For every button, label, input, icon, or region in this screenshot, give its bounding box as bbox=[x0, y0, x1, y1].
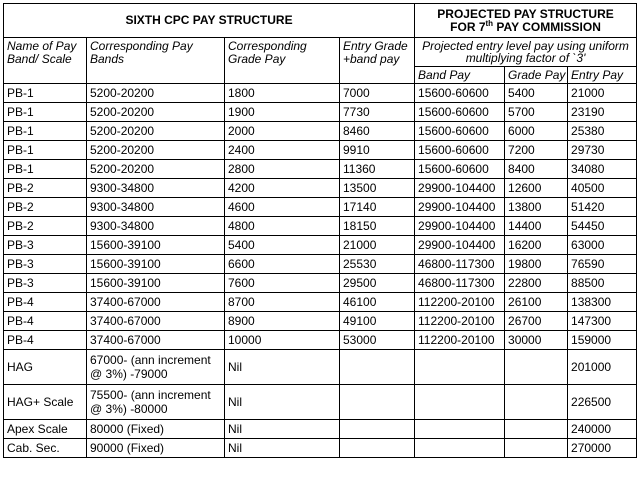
cell-name: PB-2 bbox=[4, 198, 87, 217]
cell-name: PB-2 bbox=[4, 217, 87, 236]
cell-name: Cab. Sec. bbox=[4, 439, 87, 458]
cell-entry-pay: 54450 bbox=[568, 217, 637, 236]
cell-band-pay: 15600-60600 bbox=[415, 103, 505, 122]
cell-name: PB-3 bbox=[4, 255, 87, 274]
cell-grade-pay: 6600 bbox=[225, 255, 340, 274]
cell-grade-pay-7: 26100 bbox=[505, 293, 568, 312]
table-row bbox=[4, 103, 637, 122]
cell-grade-pay: Nil bbox=[225, 420, 340, 439]
cell-entry-pay: 29730 bbox=[568, 141, 637, 160]
cell-band-pay: 15600-60600 bbox=[415, 122, 505, 141]
cell-grade-pay-7: 5700 bbox=[505, 103, 568, 122]
cell-bands: 80000 (Fixed) bbox=[87, 420, 225, 439]
cell-entry-pay: 51420 bbox=[568, 198, 637, 217]
cell-band-pay: 112200-20100 bbox=[415, 331, 505, 350]
cell-grade-pay: 8700 bbox=[225, 293, 340, 312]
cell-band-pay bbox=[415, 350, 505, 385]
cell-bands: 9300-34800 bbox=[87, 179, 225, 198]
cell-entry: 7730 bbox=[340, 103, 415, 122]
cell-entry: 46100 bbox=[340, 293, 415, 312]
cell-entry: 29500 bbox=[340, 274, 415, 293]
cell-entry: 17140 bbox=[340, 198, 415, 217]
cell-entry bbox=[340, 350, 415, 385]
cell-grade-pay-7: 22800 bbox=[505, 274, 568, 293]
cell-band-pay bbox=[415, 439, 505, 458]
table-row bbox=[4, 179, 637, 198]
cell-entry-pay: 76590 bbox=[568, 255, 637, 274]
cell-name: PB-1 bbox=[4, 103, 87, 122]
col-bands-header: Corresponding Pay Bands bbox=[87, 38, 225, 84]
cell-band-pay: 15600-60600 bbox=[415, 84, 505, 103]
cell-bands: 15600-39100 bbox=[87, 255, 225, 274]
cell-bands: 5200-20200 bbox=[87, 141, 225, 160]
cell-entry-pay: 88500 bbox=[568, 274, 637, 293]
cell-grade-pay-7: 6000 bbox=[505, 122, 568, 141]
cell-entry-pay: 63000 bbox=[568, 236, 637, 255]
cell-band-pay: 15600-60600 bbox=[415, 160, 505, 179]
cell-band-pay: 29900-104400 bbox=[415, 198, 505, 217]
cell-bands: 37400-67000 bbox=[87, 312, 225, 331]
table-row bbox=[4, 293, 637, 312]
cell-entry: 9910 bbox=[340, 141, 415, 160]
cell-grade-pay: 1900 bbox=[225, 103, 340, 122]
cell-band-pay bbox=[415, 385, 505, 420]
cell-bands: 90000 (Fixed) bbox=[87, 439, 225, 458]
cell-grade-pay-7: 8400 bbox=[505, 160, 568, 179]
cell-bands: 37400-67000 bbox=[87, 293, 225, 312]
cell-grade-pay: Nil bbox=[225, 439, 340, 458]
cell-entry-pay: 34080 bbox=[568, 160, 637, 179]
table-row bbox=[4, 236, 637, 255]
cell-bands: 15600-39100 bbox=[87, 236, 225, 255]
cell-bands: 9300-34800 bbox=[87, 198, 225, 217]
cell-grade-pay-7: 19800 bbox=[505, 255, 568, 274]
cell-name: PB-1 bbox=[4, 122, 87, 141]
cell-bands: 37400-67000 bbox=[87, 331, 225, 350]
projection-note: Projected entry level pay using uniform multiplying factor of `3' bbox=[415, 38, 637, 67]
cell-grade-pay-7 bbox=[505, 420, 568, 439]
cell-entry bbox=[340, 420, 415, 439]
col-grade-pay-7-header: Grade Pay bbox=[505, 67, 568, 84]
seventh-header-line2-pre: FOR 7 bbox=[450, 19, 486, 34]
cell-band-pay: 15600-60600 bbox=[415, 141, 505, 160]
cell-bands: 67000- (ann increment @ 3%) -79000 bbox=[87, 350, 225, 385]
table-row bbox=[4, 274, 637, 293]
cell-entry-pay: 21000 bbox=[568, 84, 637, 103]
cell-grade-pay: Nil bbox=[225, 350, 340, 385]
col-entry-pay-header: Entry Pay bbox=[568, 67, 637, 84]
seventh-header-line2-post: PAY COMMISSION bbox=[493, 19, 601, 34]
table-row bbox=[4, 160, 637, 179]
table-row bbox=[4, 420, 637, 439]
table-row bbox=[4, 198, 637, 217]
cell-name: PB-1 bbox=[4, 141, 87, 160]
cell-entry: 21000 bbox=[340, 236, 415, 255]
cell-band-pay: 29900-104400 bbox=[415, 236, 505, 255]
cell-entry-pay: 240000 bbox=[568, 420, 637, 439]
cell-entry-pay: 25380 bbox=[568, 122, 637, 141]
cell-grade-pay: 2800 bbox=[225, 160, 340, 179]
cell-grade-pay: 4600 bbox=[225, 198, 340, 217]
cell-name: PB-4 bbox=[4, 312, 87, 331]
cell-entry: 7000 bbox=[340, 84, 415, 103]
cell-grade-pay-7 bbox=[505, 385, 568, 420]
cell-band-pay: 46800-117300 bbox=[415, 274, 505, 293]
cell-entry bbox=[340, 439, 415, 458]
cell-grade-pay-7: 16200 bbox=[505, 236, 568, 255]
cell-band-pay: 112200-20100 bbox=[415, 312, 505, 331]
cell-entry-pay: 226500 bbox=[568, 385, 637, 420]
cell-entry-pay: 40500 bbox=[568, 179, 637, 198]
cell-entry-pay: 23190 bbox=[568, 103, 637, 122]
cell-name: PB-1 bbox=[4, 160, 87, 179]
cell-entry-pay: 138300 bbox=[568, 293, 637, 312]
cell-grade-pay-7: 26700 bbox=[505, 312, 568, 331]
cell-grade-pay: 4200 bbox=[225, 179, 340, 198]
cell-grade-pay: 10000 bbox=[225, 331, 340, 350]
cell-entry: 8460 bbox=[340, 122, 415, 141]
cell-grade-pay: 8900 bbox=[225, 312, 340, 331]
col-entry-grade-header: Entry Grade +band pay bbox=[340, 38, 415, 84]
table-row bbox=[4, 84, 637, 103]
cell-entry-pay: 201000 bbox=[568, 350, 637, 385]
cell-band-pay: 46800-117300 bbox=[415, 255, 505, 274]
cell-name: PB-1 bbox=[4, 84, 87, 103]
cell-grade-pay: 2000 bbox=[225, 122, 340, 141]
table-row bbox=[4, 122, 637, 141]
pay-structure-table bbox=[3, 3, 637, 458]
cell-grade-pay: 5400 bbox=[225, 236, 340, 255]
col-name-header: Name of Pay Band/ Scale bbox=[4, 38, 87, 84]
cell-band-pay: 112200-20100 bbox=[415, 293, 505, 312]
cell-name: PB-3 bbox=[4, 274, 87, 293]
cell-bands: 5200-20200 bbox=[87, 103, 225, 122]
cell-grade-pay: 7600 bbox=[225, 274, 340, 293]
cell-entry bbox=[340, 385, 415, 420]
cell-name: PB-3 bbox=[4, 236, 87, 255]
cell-grade-pay-7: 7200 bbox=[505, 141, 568, 160]
cell-grade-pay-7: 5400 bbox=[505, 84, 568, 103]
cell-grade-pay: 4800 bbox=[225, 217, 340, 236]
cell-name: HAG bbox=[4, 350, 87, 385]
table-row bbox=[4, 217, 637, 236]
cell-bands: 15600-39100 bbox=[87, 274, 225, 293]
table-row bbox=[4, 385, 637, 420]
seventh-header-line1: PROJECTED PAY STRUCTURE bbox=[437, 6, 614, 21]
cell-entry: 11360 bbox=[340, 160, 415, 179]
cell-band-pay: 29900-104400 bbox=[415, 179, 505, 198]
table-row bbox=[4, 312, 637, 331]
cell-grade-pay-7: 13800 bbox=[505, 198, 568, 217]
cell-grade-pay-7: 14400 bbox=[505, 217, 568, 236]
seventh-header-superscript: th bbox=[485, 18, 494, 28]
cell-entry: 18150 bbox=[340, 217, 415, 236]
table-row bbox=[4, 350, 637, 385]
cell-name: PB-2 bbox=[4, 179, 87, 198]
cell-entry-pay: 159000 bbox=[568, 331, 637, 350]
cell-name: Apex Scale bbox=[4, 420, 87, 439]
cell-band-pay bbox=[415, 420, 505, 439]
cell-grade-pay-7 bbox=[505, 350, 568, 385]
cell-grade-pay-7 bbox=[505, 439, 568, 458]
table-row bbox=[4, 331, 637, 350]
cell-bands: 5200-20200 bbox=[87, 160, 225, 179]
cell-grade-pay: Nil bbox=[225, 385, 340, 420]
seventh-cpc-header bbox=[415, 4, 637, 38]
cell-bands: 75500- (ann increment @ 3%) -80000 bbox=[87, 385, 225, 420]
cell-bands: 5200-20200 bbox=[87, 84, 225, 103]
cell-name: HAG+ Scale bbox=[4, 385, 87, 420]
cell-entry: 13500 bbox=[340, 179, 415, 198]
cell-entry: 49100 bbox=[340, 312, 415, 331]
cell-grade-pay: 2400 bbox=[225, 141, 340, 160]
cell-entry-pay: 270000 bbox=[568, 439, 637, 458]
cell-bands: 5200-20200 bbox=[87, 122, 225, 141]
table-row bbox=[4, 255, 637, 274]
col-grade-pay-header: Corresponding Grade Pay bbox=[225, 38, 340, 84]
cell-entry-pay: 147300 bbox=[568, 312, 637, 331]
cell-bands: 9300-34800 bbox=[87, 217, 225, 236]
col-band-pay-header: Band Pay bbox=[415, 67, 505, 84]
cell-grade-pay-7: 12600 bbox=[505, 179, 568, 198]
table-row bbox=[4, 439, 637, 458]
cell-band-pay: 29900-104400 bbox=[415, 217, 505, 236]
cell-name: PB-4 bbox=[4, 331, 87, 350]
cell-entry: 53000 bbox=[340, 331, 415, 350]
cell-grade-pay: 1800 bbox=[225, 84, 340, 103]
sixth-cpc-header: SIXTH CPC PAY STRUCTURE bbox=[4, 4, 415, 38]
cell-name: PB-4 bbox=[4, 293, 87, 312]
cell-grade-pay-7: 30000 bbox=[505, 331, 568, 350]
cell-entry: 25530 bbox=[340, 255, 415, 274]
table-row bbox=[4, 141, 637, 160]
